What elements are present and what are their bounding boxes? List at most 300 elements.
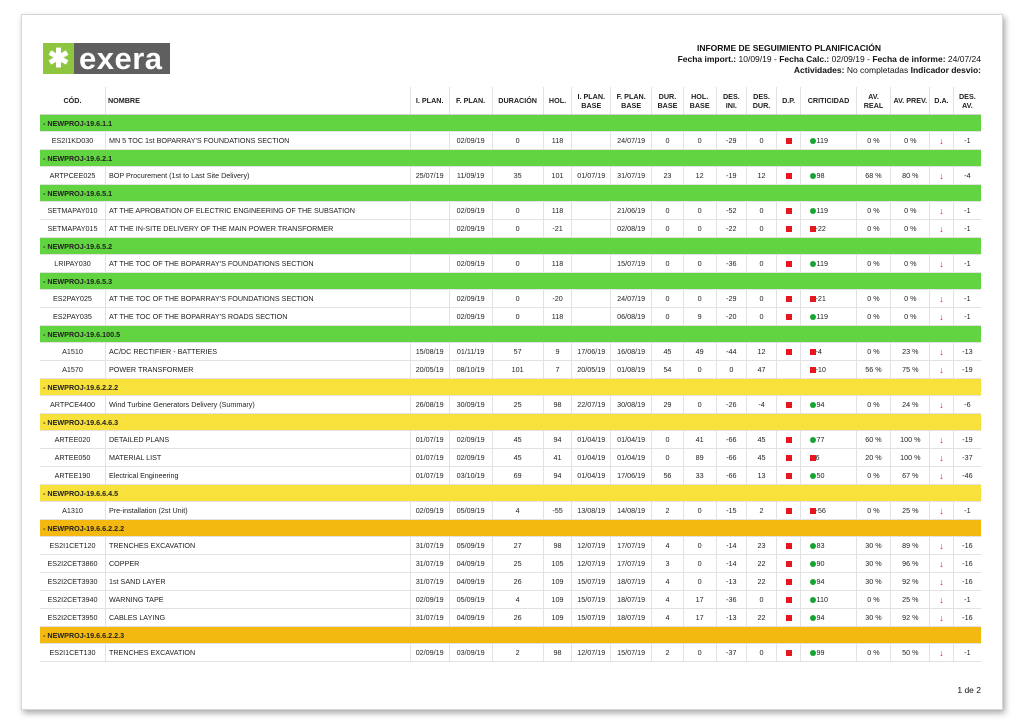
table-row (40, 396, 981, 414)
criticidad-value: 119 (816, 259, 828, 268)
cell-dur: 35 (492, 167, 543, 185)
red-square-icon (786, 597, 792, 603)
cell-criticidad (801, 343, 856, 361)
cell-desdur: 0 (747, 132, 777, 150)
cell-durbase: 23 (652, 167, 684, 185)
cell-hol: 7 (543, 361, 572, 379)
cell-iplan: 31/07/19 (410, 573, 449, 591)
column-header: DURACIÓN (492, 87, 543, 115)
red-square-icon (786, 579, 792, 585)
criticidad-value: 94 (816, 577, 825, 586)
cell-fplanbase: 17/07/19 (611, 537, 652, 555)
cell-criticidad (801, 202, 856, 220)
cell-cod: A1310 (40, 502, 105, 520)
cell-avprev: 0 % (891, 132, 930, 150)
column-header: AV. PREV. (891, 87, 930, 115)
planning-table (40, 87, 981, 662)
criticidad-value: 119 (816, 312, 828, 321)
group-label: - NEWPROJ-19.6.6.4.5 (40, 485, 981, 502)
cell-desdur: 22 (747, 609, 777, 627)
cell-iplan (410, 308, 449, 326)
cell-fplan: 03/10/19 (449, 467, 492, 485)
cell-fplan: 01/11/19 (449, 343, 492, 361)
cell-desav: -37 (953, 449, 981, 467)
cell-iplan: 26/08/19 (410, 396, 449, 414)
cell-dur: 0 (492, 220, 543, 238)
fecha-calc-label: Fecha Calc.: (779, 54, 830, 64)
cell-desdur: 0 (747, 220, 777, 238)
cell-criticidad (801, 555, 856, 573)
cell-fplan: 02/09/19 (449, 449, 492, 467)
cell-dp (776, 202, 801, 220)
cell-fplanbase: 18/07/19 (611, 591, 652, 609)
cell-avreal: 0 % (856, 220, 891, 238)
cell-dur: 4 (492, 502, 543, 520)
actividades-value: No completadas (846, 65, 909, 75)
cell-nombre: TRENCHES EXCAVATION (105, 537, 410, 555)
cell-dp (776, 609, 801, 627)
cell-desav: -1 (953, 202, 981, 220)
cell-da (930, 343, 954, 361)
cell-criticidad (801, 290, 856, 308)
cell-desdur: 45 (747, 431, 777, 449)
cell-durbase: 0 (652, 290, 684, 308)
table-row (40, 537, 981, 555)
cell-desav: -16 (953, 609, 981, 627)
cell-durbase: 0 (652, 255, 684, 273)
green-dot-icon (810, 437, 816, 443)
cell-durbase: 0 (652, 132, 684, 150)
cell-desav: -1 (953, 591, 981, 609)
report-dates: Fecha import.: 10/09/19 - Fecha Calc.: 02/09/19 - Fecha de informe: 24/07/24 (677, 54, 981, 64)
cell-iplan: 31/07/19 (410, 555, 449, 573)
criticidad-value: 77 (816, 435, 825, 444)
cell-hol: 109 (543, 609, 572, 627)
cell-criticidad (801, 396, 856, 414)
group-row[interactable] (40, 273, 981, 290)
red-square-icon (786, 508, 792, 514)
cell-desdur: 2 (747, 502, 777, 520)
cell-iplanbase: 20/05/19 (572, 361, 611, 379)
cell-fplanbase: 14/08/19 (611, 502, 652, 520)
cell-cod: ES2PAY025 (40, 290, 105, 308)
cell-dur: 25 (492, 555, 543, 573)
cell-desini: 0 (716, 361, 747, 379)
red-square-icon (786, 650, 792, 656)
cell-desini: -37 (716, 644, 747, 662)
column-header: DUR. BASE (652, 87, 684, 115)
cell-desav: -1 (953, 255, 981, 273)
criticidad-value: 110 (816, 595, 828, 604)
report-header (678, 43, 981, 76)
cell-desini: -14 (716, 555, 747, 573)
cell-hol: 109 (543, 591, 572, 609)
cell-avreal: 30 % (856, 609, 891, 627)
cell-criticidad (801, 467, 856, 485)
cell-nombre: AT THE TOC OF THE BOPARRAY'S FOUNDATIONS SECTION (105, 255, 410, 273)
cell-da (930, 609, 954, 627)
cell-desdur: -4 (747, 396, 777, 414)
cell-desdur: 23 (747, 537, 777, 555)
group-label: - NEWPROJ-19.6.5.3 (40, 273, 981, 290)
cell-holbase: 0 (683, 132, 716, 150)
red-square-icon (786, 261, 792, 267)
group-label: - NEWPROJ-19.6.5.2 (40, 238, 981, 255)
cell-fplanbase: 02/08/19 (611, 220, 652, 238)
cell-nombre: POWER TRANSFORMER (105, 361, 410, 379)
green-dot-icon (810, 561, 816, 567)
cell-desdur: 47 (747, 361, 777, 379)
cell-desdur: 45 (747, 449, 777, 467)
group-row[interactable] (40, 414, 981, 431)
cell-hol: 9 (543, 343, 572, 361)
cell-desini: -20 (716, 308, 747, 326)
cell-avprev: 0 % (891, 220, 930, 238)
column-header: I. PLAN. BASE (572, 87, 611, 115)
cell-cod: ARTEE190 (40, 467, 105, 485)
down-arrow-icon: ↓ (939, 647, 944, 658)
cell-avprev: 89 % (891, 537, 930, 555)
cell-durbase: 2 (652, 644, 684, 662)
cell-cod: ES2I1CET130 (40, 644, 105, 662)
cell-avprev: 23 % (891, 343, 930, 361)
cell-da (930, 502, 954, 520)
cell-desini: -19 (716, 167, 747, 185)
cell-iplan: 20/05/19 (410, 361, 449, 379)
logo-mark-icon: ✱ (43, 43, 74, 74)
column-header: DES. INI. (716, 87, 747, 115)
cell-dp (776, 573, 801, 591)
down-arrow-icon: ↓ (939, 258, 944, 269)
group-row[interactable] (40, 150, 981, 167)
cell-hol: 98 (543, 396, 572, 414)
fecha-informe-value: 24/07/24 (947, 54, 981, 64)
cell-dur: 0 (492, 308, 543, 326)
cell-iplan: 02/09/19 (410, 591, 449, 609)
criticidad-value: -22 (815, 224, 826, 233)
cell-desdur: 0 (747, 591, 777, 609)
criticidad-value: 98 (816, 171, 825, 180)
cell-avreal: 0 % (856, 644, 891, 662)
cell-desdur: 12 (747, 343, 777, 361)
cell-cod: ES2PAY035 (40, 308, 105, 326)
green-dot-icon (810, 543, 816, 549)
cell-desdur: 0 (747, 290, 777, 308)
cell-avreal: 0 % (856, 308, 891, 326)
cell-desav: -16 (953, 537, 981, 555)
cell-desdur: 0 (747, 644, 777, 662)
column-header: NOMBRE (105, 87, 410, 115)
cell-hol: 41 (543, 449, 572, 467)
column-header: CRITICIDAD (801, 87, 856, 115)
table-row (40, 555, 981, 573)
cell-desini: -66 (716, 467, 747, 485)
table-row (40, 167, 981, 185)
cell-hol: -20 (543, 290, 572, 308)
cell-durbase: 4 (652, 609, 684, 627)
green-dot-icon (810, 597, 816, 603)
cell-fplanbase: 16/08/19 (611, 343, 652, 361)
cell-nombre: DETAILED PLANS (105, 431, 410, 449)
down-arrow-icon: ↓ (939, 135, 944, 146)
column-header: HOL. (543, 87, 572, 115)
cell-avprev: 92 % (891, 609, 930, 627)
cell-desdur: 12 (747, 167, 777, 185)
group-row[interactable] (40, 520, 981, 537)
fecha-informe-label: Fecha de informe: (872, 54, 946, 64)
cell-avreal: 0 % (856, 502, 891, 520)
cell-desav: -16 (953, 573, 981, 591)
green-dot-icon (810, 138, 816, 144)
down-arrow-icon: ↓ (939, 540, 944, 551)
cell-cod: ARTPCEE025 (40, 167, 105, 185)
cell-desav: -1 (953, 644, 981, 662)
cell-nombre: MATERIAL LIST (105, 449, 410, 467)
cell-holbase: 12 (683, 167, 716, 185)
cell-fplan: 02/09/19 (449, 290, 492, 308)
cell-dp (776, 431, 801, 449)
cell-desav: -46 (953, 467, 981, 485)
group-row[interactable] (40, 115, 981, 132)
cell-fplan: 02/09/19 (449, 202, 492, 220)
cell-dur: 69 (492, 467, 543, 485)
group-label: - NEWPROJ-19.6.6.2.2.2 (40, 520, 981, 537)
down-arrow-icon: ↓ (939, 558, 944, 569)
cell-iplan (410, 290, 449, 308)
cell-cod: ARTEE020 (40, 431, 105, 449)
cell-fplanbase: 01/04/19 (611, 449, 652, 467)
red-square-icon (786, 473, 792, 479)
cell-avreal: 30 % (856, 555, 891, 573)
cell-fplan: 11/09/19 (449, 167, 492, 185)
red-square-icon (786, 561, 792, 567)
cell-iplanbase: 15/07/19 (572, 591, 611, 609)
cell-da (930, 361, 954, 379)
column-header: AV. REAL (856, 87, 891, 115)
cell-fplan: 02/09/19 (449, 255, 492, 273)
cell-fplanbase: 31/07/19 (611, 167, 652, 185)
red-square-icon (786, 402, 792, 408)
fecha-calc-value: 02/09/19 (831, 54, 865, 64)
cell-avreal: 68 % (856, 167, 891, 185)
cell-iplan: 31/07/19 (410, 537, 449, 555)
cell-holbase: 0 (683, 290, 716, 308)
table-row (40, 502, 981, 520)
cell-durbase: 54 (652, 361, 684, 379)
cell-iplanbase: 01/04/19 (572, 467, 611, 485)
cell-avreal: 30 % (856, 573, 891, 591)
cell-da (930, 167, 954, 185)
column-header: F. PLAN. BASE (611, 87, 652, 115)
cell-avprev: 100 % (891, 449, 930, 467)
cell-fplanbase: 18/07/19 (611, 609, 652, 627)
cell-hol: 94 (543, 467, 572, 485)
cell-desav: -19 (953, 361, 981, 379)
group-row[interactable] (40, 627, 981, 644)
cell-holbase: 9 (683, 308, 716, 326)
cell-desini: -26 (716, 396, 747, 414)
cell-iplanbase: 22/07/19 (572, 396, 611, 414)
cell-fplan: 05/09/19 (449, 591, 492, 609)
cell-durbase: 56 (652, 467, 684, 485)
cell-holbase: 0 (683, 502, 716, 520)
cell-iplanbase: 12/07/19 (572, 537, 611, 555)
cell-avprev: 75 % (891, 361, 930, 379)
cell-desav: -4 (953, 167, 981, 185)
cell-dp (776, 467, 801, 485)
table-row (40, 609, 981, 627)
cell-criticidad (801, 573, 856, 591)
group-row[interactable] (40, 326, 981, 343)
fecha-import-label: Fecha import.: (677, 54, 737, 64)
cell-holbase: 49 (683, 343, 716, 361)
cell-cod: SETMAPAY010 (40, 202, 105, 220)
cell-dur: 0 (492, 290, 543, 308)
down-arrow-icon: ↓ (939, 576, 944, 587)
cell-fplan: 02/09/19 (449, 308, 492, 326)
cell-desav: -19 (953, 431, 981, 449)
cell-da (930, 202, 954, 220)
group-row[interactable] (40, 379, 981, 396)
cell-fplanbase: 15/07/19 (611, 644, 652, 662)
cell-dur: 26 (492, 573, 543, 591)
actividades-label: Actividades: (793, 65, 845, 75)
green-dot-icon (810, 650, 816, 656)
cell-avprev: 100 % (891, 431, 930, 449)
cell-da (930, 591, 954, 609)
cell-iplanbase: 12/07/19 (572, 644, 611, 662)
cell-hol: 109 (543, 573, 572, 591)
cell-iplan (410, 220, 449, 238)
cell-avprev: 0 % (891, 202, 930, 220)
down-arrow-icon: ↓ (939, 399, 944, 410)
cell-desini: -29 (716, 290, 747, 308)
group-label: - NEWPROJ-19.6.100.5 (40, 326, 981, 343)
exera-logo (43, 42, 170, 74)
criticidad-value: -4 (815, 347, 822, 356)
cell-cod: ES2I2CET3950 (40, 609, 105, 627)
criticidad-value: 83 (816, 541, 825, 550)
cell-iplanbase: 17/06/19 (572, 343, 611, 361)
green-dot-icon (810, 208, 816, 214)
cell-cod: A1510 (40, 343, 105, 361)
down-arrow-icon: ↓ (939, 346, 944, 357)
group-row[interactable] (40, 485, 981, 502)
green-dot-icon (810, 615, 816, 621)
cell-iplan: 02/09/19 (410, 644, 449, 662)
group-row[interactable] (40, 185, 981, 202)
cell-nombre: MN 5 TOC 1st BOPARRAY'S FOUNDATIONS SECTION (105, 132, 410, 150)
cell-hol: 98 (543, 537, 572, 555)
cell-avprev: 67 % (891, 467, 930, 485)
group-label: - NEWPROJ-19.6.4.6.3 (40, 414, 981, 431)
column-header: DES. DUR. (747, 87, 777, 115)
cell-iplan: 01/07/19 (410, 431, 449, 449)
cell-fplan: 02/09/19 (449, 220, 492, 238)
cell-holbase: 0 (683, 361, 716, 379)
cell-dur: 4 (492, 591, 543, 609)
cell-criticidad (801, 361, 856, 379)
cell-iplanbase: 15/07/19 (572, 573, 611, 591)
cell-cod: ES2I2CET3940 (40, 591, 105, 609)
cell-criticidad (801, 502, 856, 520)
cell-dp (776, 644, 801, 662)
cell-cod: LRIPAY030 (40, 255, 105, 273)
cell-dur: 27 (492, 537, 543, 555)
table-row (40, 255, 981, 273)
red-square-icon (786, 173, 792, 179)
cell-da (930, 431, 954, 449)
cell-nombre: AT THE TOC OF THE BOPARRAY'S ROADS SECTION (105, 308, 410, 326)
table-row (40, 343, 981, 361)
group-row[interactable] (40, 238, 981, 255)
green-dot-icon (810, 402, 816, 408)
column-header: DES. AV. (953, 87, 981, 115)
cell-desdur: 0 (747, 202, 777, 220)
cell-durbase: 2 (652, 502, 684, 520)
cell-da (930, 555, 954, 573)
cell-hol: 98 (543, 644, 572, 662)
cell-fplanbase: 21/06/19 (611, 202, 652, 220)
table-row (40, 132, 981, 150)
report-title: INFORME DE SEGUIMIENTO PLANIFICACIÓN (696, 43, 881, 53)
cell-avreal: 20 % (856, 449, 891, 467)
cell-criticidad (801, 431, 856, 449)
criticidad-value: 99 (816, 648, 825, 657)
cell-holbase: 17 (683, 591, 716, 609)
criticidad-value: 119 (816, 136, 828, 145)
cell-da (930, 132, 954, 150)
logo-wordmark: exera (74, 43, 170, 74)
down-arrow-icon: ↓ (939, 434, 944, 445)
criticidad-value: -10 (815, 365, 826, 374)
group-label: - NEWPROJ-19.6.5.1 (40, 185, 981, 202)
cell-avprev: 25 % (891, 591, 930, 609)
cell-nombre: AC/DC RECTIFIER - BATTERIES (105, 343, 410, 361)
red-square-icon (786, 455, 792, 461)
cell-da (930, 396, 954, 414)
cell-dp (776, 132, 801, 150)
cell-fplan: 05/09/19 (449, 537, 492, 555)
cell-avprev: 0 % (891, 255, 930, 273)
cell-dp (776, 343, 801, 361)
cell-iplanbase (572, 255, 611, 273)
cell-cod: SETMAPAY015 (40, 220, 105, 238)
cell-avreal: 0 % (856, 202, 891, 220)
table-row (40, 220, 981, 238)
cell-fplan: 02/09/19 (449, 132, 492, 150)
table-row (40, 573, 981, 591)
cell-iplanbase: 01/07/19 (572, 167, 611, 185)
table-row (40, 449, 981, 467)
cell-avprev: 0 % (891, 290, 930, 308)
red-square-icon (786, 314, 792, 320)
cell-holbase: 89 (683, 449, 716, 467)
cell-avreal: 30 % (856, 537, 891, 555)
cell-durbase: 3 (652, 555, 684, 573)
cell-hol: 105 (543, 555, 572, 573)
cell-avreal: 0 % (856, 591, 891, 609)
red-square-icon (786, 208, 792, 214)
cell-criticidad (801, 308, 856, 326)
cell-holbase: 0 (683, 573, 716, 591)
cell-dp (776, 591, 801, 609)
cell-dur: 0 (492, 132, 543, 150)
table-header-row (40, 87, 981, 115)
cell-cod: A1570 (40, 361, 105, 379)
cell-dur: 45 (492, 431, 543, 449)
cell-desav: -1 (953, 502, 981, 520)
